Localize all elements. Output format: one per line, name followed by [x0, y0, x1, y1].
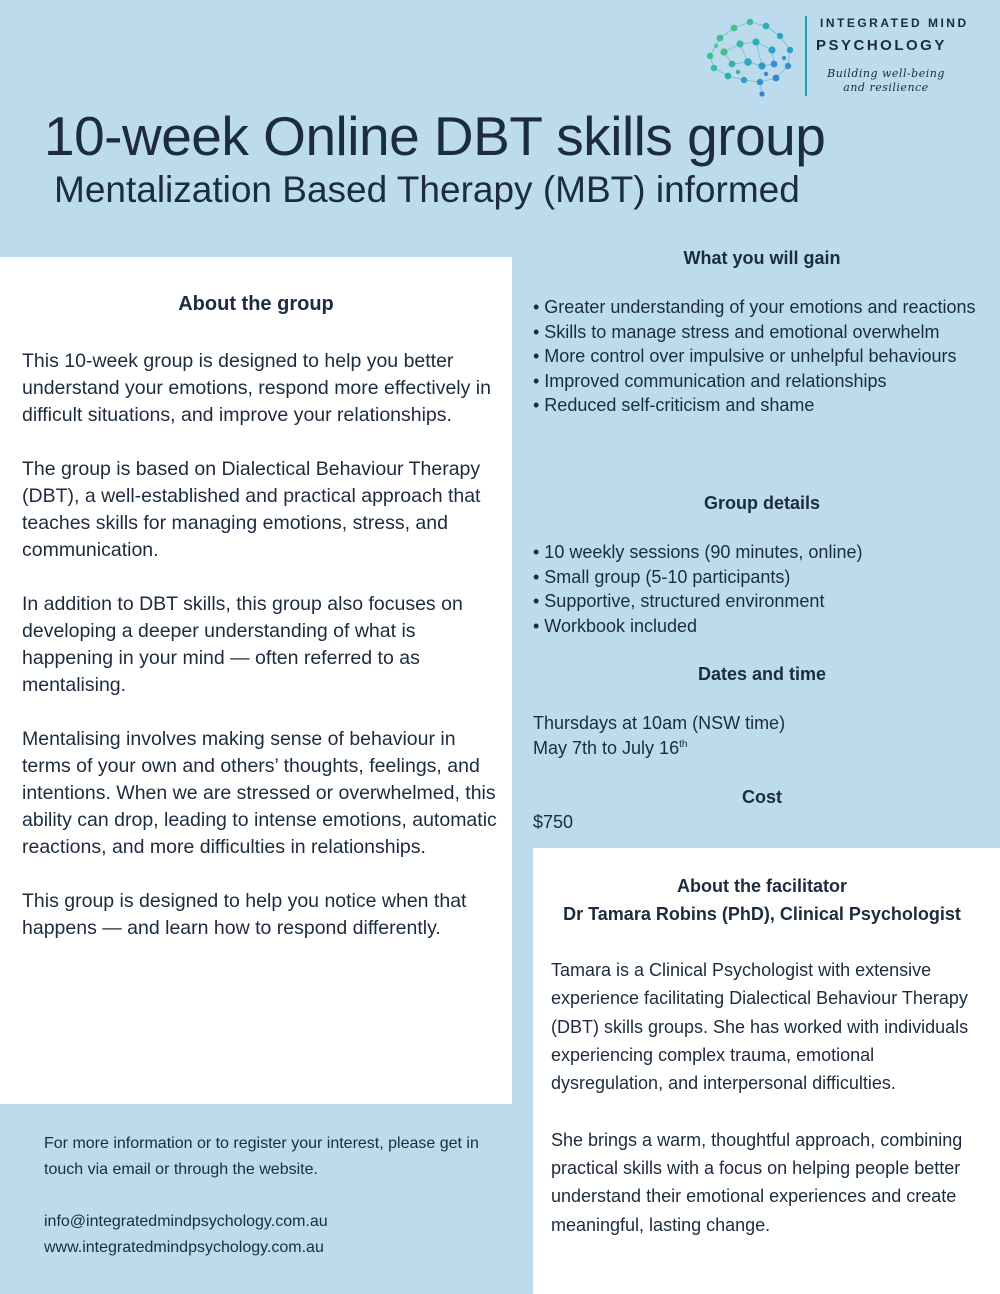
details-heading: Group details: [703, 493, 820, 513]
list-item: • Greater understanding of your emotions and reactions: [533, 297, 976, 317]
facilitator-heading-block: [533, 872, 991, 928]
page-subtitle: Mentalization Based Therapy (MBT) informed: [54, 169, 800, 210]
about-paragraph: In addition to DBT skills, this group also focuses on developing a deeper understanding of what is happening in your mind — often referred to as mentalising.: [22, 593, 463, 696]
about-body: [22, 348, 504, 969]
about-heading: About the group: [178, 293, 334, 315]
logo-divider: [805, 16, 807, 96]
brain-network-icon: [700, 16, 798, 98]
facilitator-heading: About the facilitator: [677, 876, 847, 896]
gain-heading: What you will gain: [683, 248, 841, 268]
gain-list: [533, 295, 991, 418]
list-item: • Supportive, structured environment: [533, 591, 825, 611]
contact-block: [44, 1131, 504, 1261]
dates-body: [533, 711, 991, 760]
list-item: • Improved communication and relationships: [533, 370, 887, 391]
list-item: • 10 weekly sessions (90 minutes, online): [533, 542, 863, 562]
about-paragraph: The group is based on Dialectical Behaviour Therapy (DBT), a well-established and practical approach that teaches skills for managing emotions, stress, and communication.: [22, 458, 481, 561]
list-item: • Small group (5-10 participants): [533, 566, 791, 587]
about-paragraph: Mentalising involves making sense of behaviour in terms of your own and others’ thoughts, feelings, and intentions. When we are stressed or overwhelmed, this ability can drop, leading to intense emotions, automatic reactions, and more difficulties in relationships.: [22, 728, 497, 858]
contact-email[interactable]: info@integratedmindpsychology.com.au: [44, 1213, 328, 1230]
contact-intro: For more information or to register your interest, please get in touch via email or through the website.: [44, 1135, 479, 1178]
list-item: • Workbook included: [533, 615, 698, 636]
facilitator-paragraph: She brings a warm, thoughtful approach, combining practical skills with a focus on helping people better understand their emotional experiences and create meaningful, lasting change.: [551, 1129, 963, 1235]
list-item: • More control over impulsive or unhelpful behaviours: [533, 346, 957, 366]
logo-line1: INTEGRATED MIND: [820, 16, 969, 30]
logo-tagline: Building well-being and resilience: [827, 67, 945, 94]
cost-heading: Cost: [742, 787, 782, 807]
about-paragraph: This 10-week group is designed to help you better understand your emotions, respond more effectively in difficult situations, and improve your relationships.: [22, 350, 491, 426]
logo-line2: PSYCHOLOGY: [816, 37, 947, 54]
logo: [700, 16, 970, 100]
facilitator-name: Dr Tamara Robins (PhD), Clinical Psychologist: [563, 904, 961, 924]
dates-range: May 7th to July 16: [533, 737, 680, 758]
details-list: [533, 540, 991, 638]
page-title: 10-week Online DBT skills group: [44, 105, 826, 167]
about-paragraph: This group is designed to help you notice when that happens — and learn how to respond differently.: [22, 890, 467, 939]
dates-line1: Thursdays at 10am (NSW time): [533, 713, 786, 733]
dates-heading: Dates and time: [697, 664, 827, 684]
list-item: • Skills to manage stress and emotional overwhelm: [533, 321, 940, 342]
dates-suffix: th: [679, 738, 688, 750]
list-item: • Reduced self-criticism and shame: [533, 395, 815, 415]
facilitator-body: [551, 956, 981, 1267]
cost-value: $750: [533, 812, 574, 832]
facilitator-paragraph: Tamara is a Clinical Psychologist with extensive experience facilitating Dialectical Behaviour Therapy (DBT) skills groups. She has worked with individuals experiencing complex trauma, emotional dysregulation, and interpersonal difficulties.: [551, 960, 969, 1094]
contact-website[interactable]: www.integratedmindpsychology.com.au: [44, 1239, 324, 1256]
dates-line2: [533, 736, 991, 761]
